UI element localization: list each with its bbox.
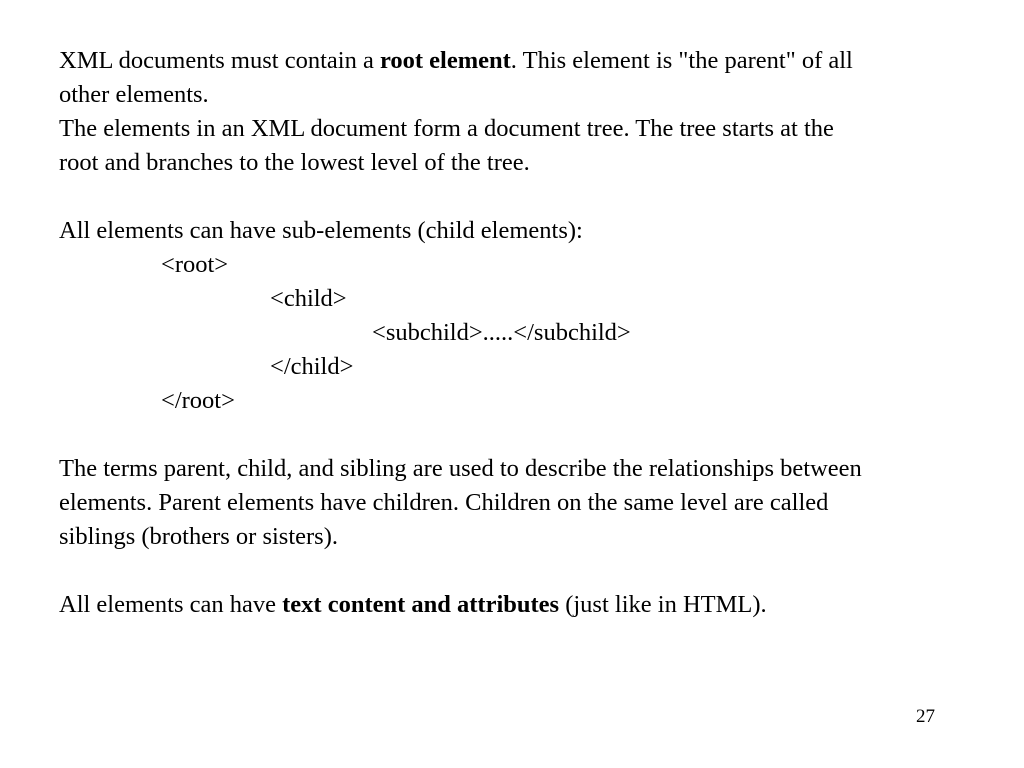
bold-term-root-element: root element [379, 47, 511, 74]
paragraph-relationships-line-1: The terms parent, child, and sibling are used to describe the relationships between [59, 455, 862, 482]
paragraph-content-attributes [59, 588, 1004, 622]
code-child-open: <child> [270, 285, 347, 312]
slide-body [59, 44, 1004, 622]
text-segment: . This element is "the parent" of all [510, 47, 853, 74]
paragraph-root-line-3: The elements in an XML document form a document tree. The tree starts at the [59, 115, 834, 142]
paragraph-relationships-line-2: elements. Parent elements have children. Children on the same level are called [59, 489, 829, 516]
spacer [59, 180, 1004, 214]
paragraph-root-line-1 [59, 44, 1004, 78]
text-segment: All elements can have [59, 591, 283, 618]
page-number: 27 [916, 706, 935, 727]
paragraph-root-line-4: root and branches to the lowest level of the tree. [59, 149, 530, 176]
code-root-close: </root> [161, 387, 235, 414]
code-child-close: </child> [270, 353, 354, 380]
code-root-open: <root> [161, 251, 229, 278]
text-segment: XML documents must contain a [59, 47, 380, 74]
bold-term-text-content: text content and attributes [282, 591, 560, 618]
paragraph-relationships-line-3: siblings (brothers or sisters). [59, 523, 338, 550]
spacer [59, 418, 1004, 452]
sub-elements-intro: All elements can have sub-elements (child elements): [59, 217, 583, 244]
code-subchild: <subchild>.....</subchild> [372, 319, 631, 346]
spacer [59, 554, 1004, 588]
text-segment: (just like in HTML). [559, 591, 767, 618]
paragraph-root-line-2: other elements. [59, 81, 209, 108]
